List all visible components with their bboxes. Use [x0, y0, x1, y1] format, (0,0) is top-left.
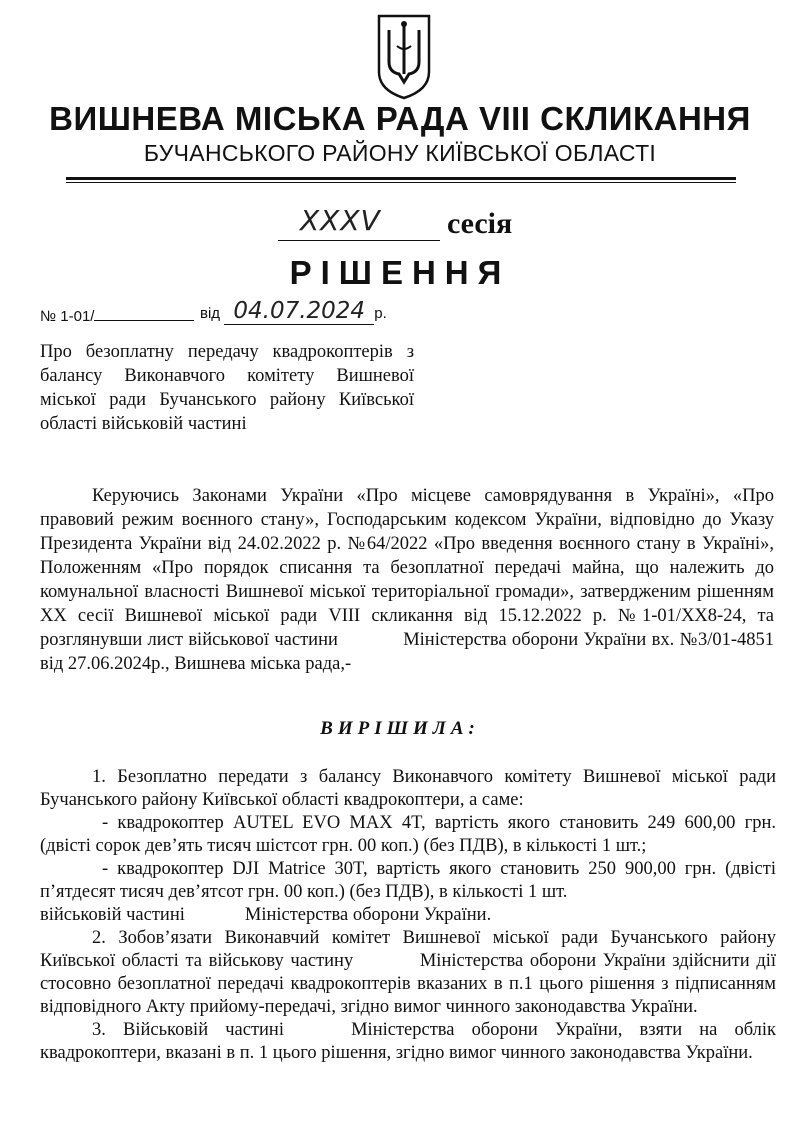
session-label: сесія	[447, 207, 513, 240]
preamble-part2: Міністерства оборони України вх. №3/01-4851 від 27.06.2024р., Вишнева міська рада,-	[40, 630, 774, 674]
decision-title: РІШЕННЯ	[289, 254, 511, 291]
session-number-handwritten: XXXV	[300, 204, 381, 237]
council-title: ВИШНЕВА МІСЬКА РАДА VIII СКЛИКАННЯ	[49, 100, 751, 137]
item-1-recipient	[40, 904, 776, 927]
decision-subject: Про безоплатну передачу квадрокоптерів з балансу Виконавчого комітету Вишневої міської ради Бучанського району Київської області військовій частині	[40, 342, 414, 434]
date-from-label: від	[200, 305, 221, 322]
item-1-recipient-unit: військовій частині	[40, 905, 185, 925]
item-1-recipient-ministry: Міністерства оборони України.	[244, 905, 492, 925]
decision-number-prefix: № 1-01/	[40, 308, 95, 325]
session-number-underline	[278, 240, 440, 241]
council-region: БУЧАНСЬКОГО РАЙОНУ КИЇВСЬКОЇ ОБЛАСТІ	[143, 140, 657, 166]
item-1-intro: 1. Безоплатно передати з балансу Виконавчого комітету Вишневої міської ради Бучанського району Київської області квадрокоптери, а саме:	[40, 767, 776, 810]
item-2-part-a: 2. Зобов’язати Виконавчий комітет Вишневої міської ради Бучанського району Київської області та військову частину	[40, 928, 776, 971]
item-3-part-a: 3. Військовій частині	[92, 1020, 284, 1040]
item-3-part-b: Міністерства оборони України, взяти на облік квадрокоптери, вказані в п. 1 цього рішення, згідно вимог чинного законодавства України.	[40, 1020, 777, 1063]
decision-number	[40, 308, 194, 325]
date-suffix: р.	[374, 305, 387, 322]
item-1-drone-b: - квадрокоптер DJI Matrice 30T, вартість якого становить 250 900,00 грн. (двісті п’ятдесят тисяч дев’ятсот грн. 00 коп.) (без ПДВ), в кількості 1 шт.	[40, 859, 776, 902]
decision-number-blank	[94, 308, 194, 321]
resolved-title: ВИРІШИЛА:	[320, 718, 480, 739]
item-2-part-b: Міністерства оборони України здійснити дії стосовно безоплатної передачі квадрокоптерів вказаних в п.1 цього рішення з підписанням відповідного Акту прийому-передачі, згідно вимог чинного законодавства України.	[40, 951, 777, 1017]
resolution-items	[40, 766, 776, 1065]
header-divider-thin	[66, 182, 736, 183]
preamble-part1: Керуючись Законами України «Про місцеве самоврядування в Україні», «Про правовий режим воєнного стану», Господарським кодексом України, відповідно до Указу Президента України від 24.02.2022 р. №64/2022 «Про введення воєнного стану в Україні», Положенням «Про порядок списання та безоплатної передачі майна, що належить до комунальної власності Вишневої міської територіальної громади», затвердженим рішенням XX сесії Вишневої міської ради VIII скликання від 15.12.2022 р. №1-01/XX8-24, та розглянувши лист військової частини	[40, 486, 774, 650]
date-handwritten: 04.07.2024	[224, 298, 374, 325]
item-1-drone-a: - квадрокоптер AUTEL EVO MAX 4T, вартість якого становить 249 600,00 грн. (двісті сорок дев’ять тисяч шістсот грн. 00 коп.) (без ПДВ), в кількості 1 шт.;	[40, 813, 776, 856]
header-divider	[66, 177, 736, 180]
trident-coat-of-arms-icon	[375, 12, 433, 100]
item-3	[40, 1019, 776, 1065]
item-2	[40, 927, 776, 1019]
preamble-paragraph	[40, 484, 774, 676]
decision-date	[200, 298, 387, 325]
